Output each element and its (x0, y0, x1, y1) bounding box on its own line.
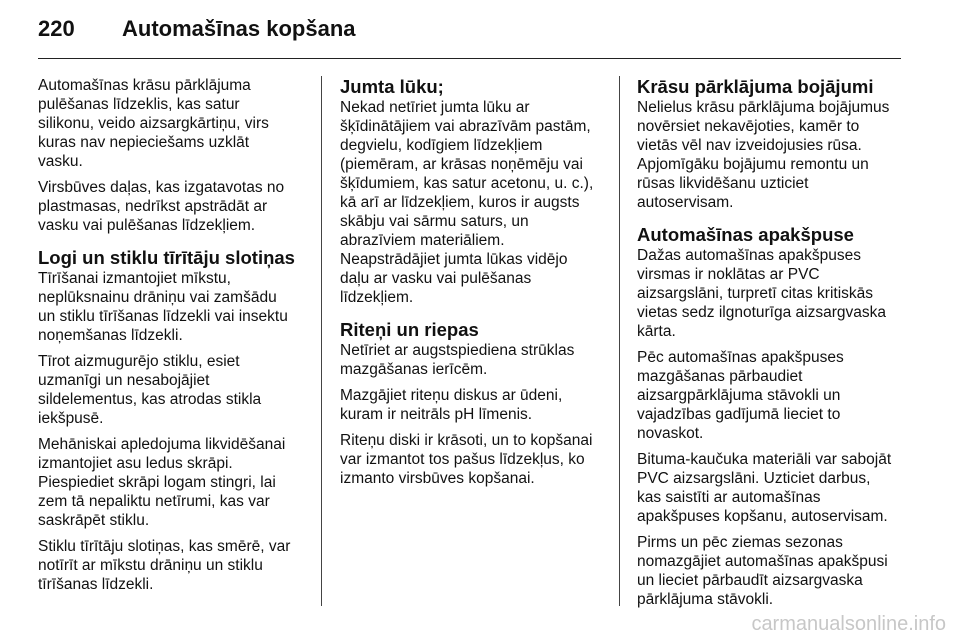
paragraph (340, 386, 612, 424)
text-line: Riteņu diski ir krāsoti, un to kopšanai (340, 432, 593, 449)
text-line: vasku vai pulēšanas līdzekļiem. (38, 217, 256, 234)
text-line: neplūksnainu drāniņu vai zamšādu (38, 289, 277, 306)
text-line: kārta. (637, 323, 676, 340)
page-title: Automašīnas kopšana (122, 16, 356, 41)
text-line: Piespiediet skrāpi logam stingri, lai (38, 474, 276, 491)
text-line: autoservisam. (637, 194, 734, 211)
text-line: mazgāšanas pārbaudiet (637, 368, 803, 385)
paragraph (38, 269, 310, 345)
paragraph (637, 450, 909, 526)
section-heading: Krāsu pārklājuma bojājumi (637, 76, 874, 97)
text-line: plastmasas, nedrīkst apstrādāt ar (38, 198, 268, 215)
text-line: vietas sedz ilgnoturīga aizsargvaska (637, 304, 886, 321)
text-line: notīrīt ar mīkstu drāniņu un stiklu (38, 557, 263, 574)
text-line: aizsargpārklājuma stāvokli un (637, 387, 841, 404)
paragraph (637, 348, 909, 443)
paragraph (637, 246, 909, 341)
text-line: Virsbūves daļas, kas izgatavotas no (38, 179, 285, 196)
section-heading: Riteņi un riepas (340, 319, 479, 340)
text-line: Neapstrādājiet jumta lūkas vidējo (340, 251, 568, 268)
paragraph (38, 178, 310, 235)
paragraph (637, 533, 909, 609)
text-line: mazgāšanas ierīcēm. (340, 361, 488, 378)
text-line: Tīrīšanai izmantojiet mīkstu, (38, 270, 231, 287)
text-line: Dažas automašīnas apakšpuses (637, 247, 862, 264)
text-line: Stiklu tīrītāju slotiņas, kas smērē, var (38, 538, 291, 555)
paragraph (340, 341, 612, 379)
text-line: nomazgājiet automašīnas apakšpusi (637, 553, 888, 570)
text-line: Pēc automašīnas apakšpuses (637, 349, 844, 366)
text-line: Bituma-kaučuka materiāli var sabojāt (637, 451, 892, 468)
text-line: PVC aizsargslāni. Uzticiet darbus, (637, 470, 871, 487)
paragraph (637, 98, 909, 212)
text-column-3 (637, 76, 909, 616)
text-line: izmanto virsbūves kopšanai. (340, 470, 535, 487)
text-line: Apjomīgāku bojājumu remontu un (637, 156, 869, 173)
section-heading: Logi un stiklu tīrītāju slotiņas (38, 247, 295, 268)
text-line: zem tā nepaliktu netīrumi, kas var (38, 493, 270, 510)
section-heading: Automašīnas apakšpuse (637, 224, 854, 245)
paragraph (340, 98, 612, 307)
text-line: Tīrot aizmugurējo stiklu, esiet (38, 353, 240, 370)
text-line: vasku. (38, 153, 83, 170)
page-number: 220 (38, 16, 75, 41)
text-line: šķīdinātājiem vai abrazīvām pastām, (340, 118, 591, 135)
text-line: Nelielus krāsu pārklājuma bojājumus (637, 99, 890, 116)
text-line: kuram ir neitrāls pH līmenis. (340, 406, 533, 423)
section-heading: Jumta lūku; (340, 76, 444, 97)
text-line: un stiklu tīrīšanas līdzekli vai insektu (38, 308, 288, 325)
text-line: Nekad netīriet jumta lūku ar (340, 99, 530, 116)
text-line: kā arī ar līdzekļiem, kuros ir augsts (340, 194, 580, 211)
text-line: līdzekļiem. (340, 289, 414, 306)
text-line: kas saistīti ar automašīnas (637, 489, 821, 506)
text-line: Pirms un pēc ziemas sezonas (637, 534, 843, 551)
text-line: Netīriet ar augstspiediena strūklas (340, 342, 575, 359)
text-line: noņemšanas līdzekli. (38, 327, 183, 344)
text-line: saskrāpēt stiklu. (38, 512, 150, 529)
text-line: pulēšanas līdzeklis, kas satur (38, 96, 240, 113)
text-line: Mehāniskai apledojuma likvidēšanai (38, 436, 286, 453)
text-line: šķīdumiem, kas satur acetonu, u. c.), (340, 175, 594, 192)
text-line: apakšpuses kopšanu, autoservisam. (637, 508, 888, 525)
paragraph (340, 431, 612, 488)
text-line: var izmantot tos pašus līdzekļus, ko (340, 451, 585, 468)
text-line: pārklājuma stāvokli. (637, 591, 774, 608)
paragraph (38, 76, 310, 171)
text-column-1 (38, 76, 310, 601)
header-divider (38, 58, 901, 59)
text-column-2 (340, 76, 612, 495)
text-line: novaskot. (637, 425, 704, 442)
text-line: vietās vēl nav izveidojusies rūsa. (637, 137, 862, 154)
text-line: virsmas ir noklātas ar PVC (637, 266, 820, 283)
paragraph (38, 537, 310, 594)
text-line: tīrīšanas līdzekli. (38, 576, 154, 593)
paragraph (38, 352, 310, 428)
text-line: vajadzības gadījumā lieciet to (637, 406, 841, 423)
text-line: kuras nav nepieciešams uzklāt (38, 134, 250, 151)
text-line: skābju vai sārmu saturs, un (340, 213, 529, 230)
text-line: degvielu, kodīgiem līdzekļiem (340, 137, 543, 154)
watermark: carmanualsonline.info (751, 613, 946, 635)
text-line: Mazgājiet riteņu diskus ar ūdeni, (340, 387, 563, 404)
text-line: izmantojiet asu ledus skrāpi. (38, 455, 233, 472)
text-line: iekšpusē. (38, 410, 104, 427)
paragraph (38, 435, 310, 530)
text-line: un lieciet pārbaudīt aizsargvaska (637, 572, 863, 589)
text-line: sildelementus, kas atrodas stikla (38, 391, 262, 408)
text-line: rūsas likvidēšanu uzticiet (637, 175, 809, 192)
text-line: uzmanīgi un nesabojājiet (38, 372, 210, 389)
text-line: aizsargslāni, turpretī citas kritiskās (637, 285, 874, 302)
text-line: (piemēram, ar krāsas noņēmēju vai (340, 156, 583, 173)
text-line: Automašīnas krāsu pārklājuma (38, 77, 251, 94)
text-line: abrazīviem materiāliem. (340, 232, 505, 249)
column-divider-1 (321, 76, 322, 606)
text-line: silikonu, veido aizsargkārtiņu, virs (38, 115, 269, 132)
column-divider-2 (619, 76, 620, 606)
text-line: daļu ar vasku vai pulēšanas (340, 270, 532, 287)
text-line: novērsiet nekavējoties, kamēr to (637, 118, 860, 135)
